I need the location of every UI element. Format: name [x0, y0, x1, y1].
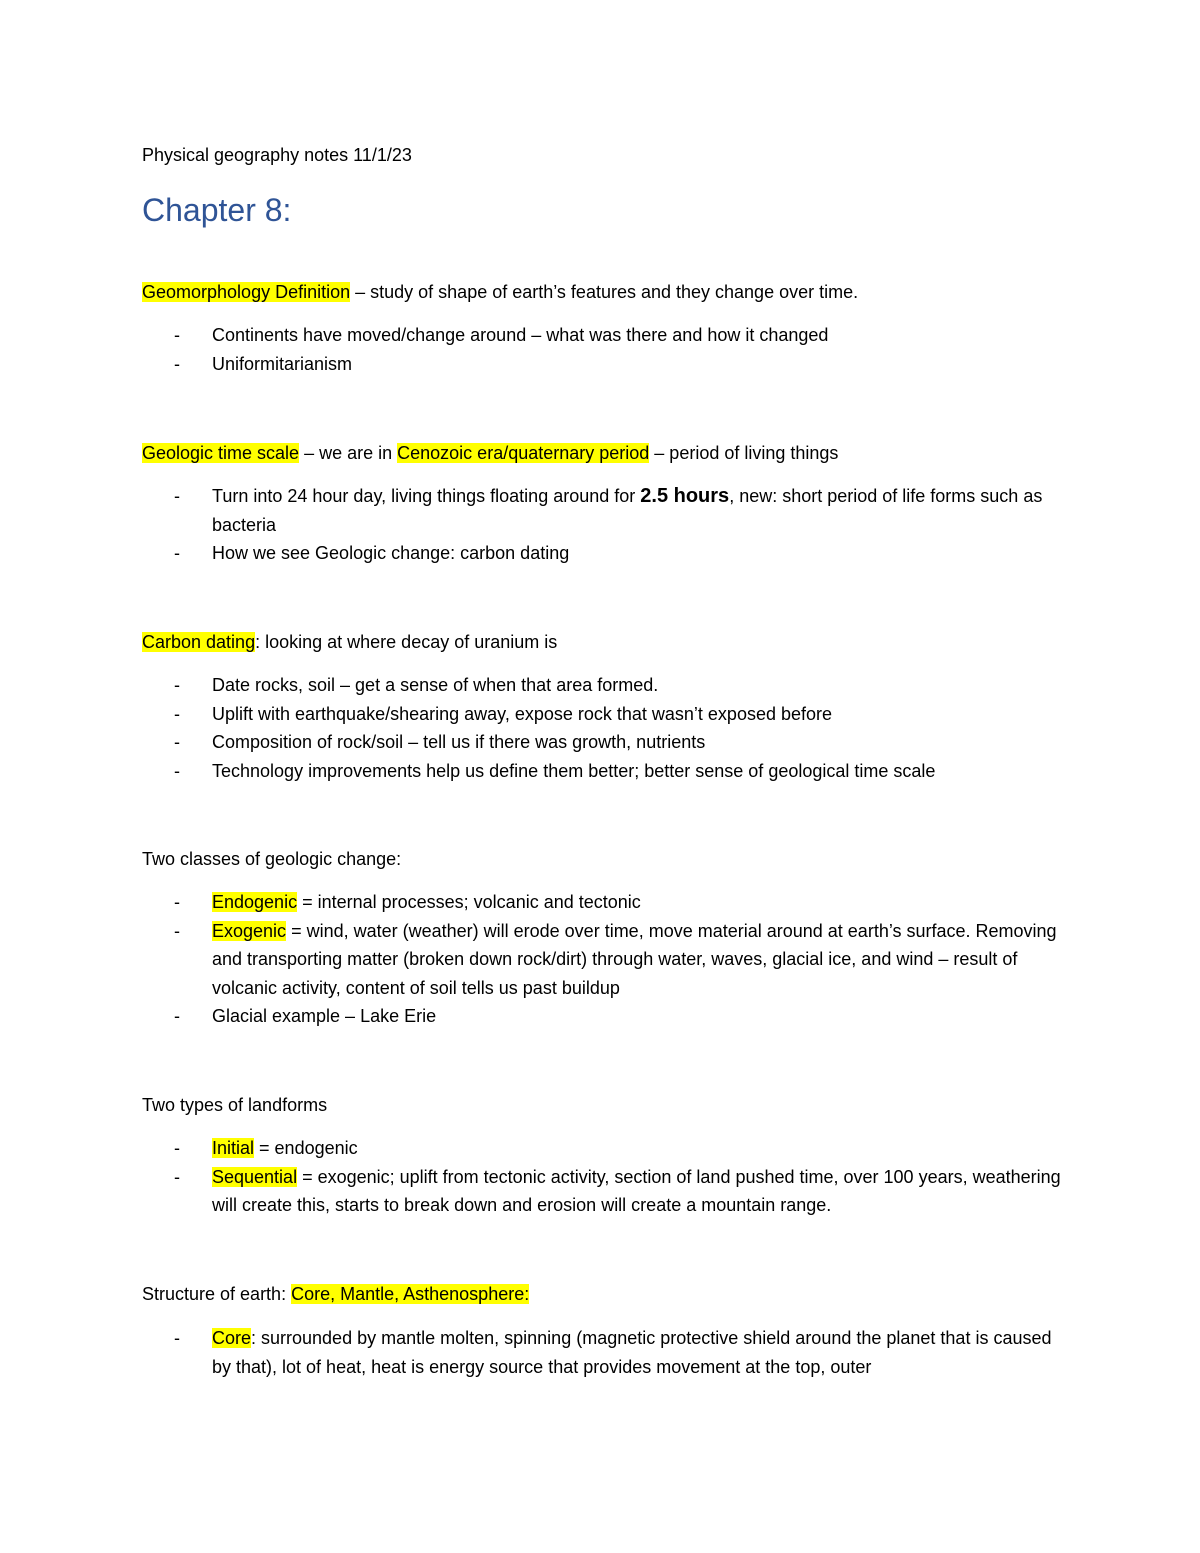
- list-item: [142, 728, 1072, 757]
- bold-value: 2.5 hours: [640, 485, 730, 507]
- list-item-text: Glacial example – Lake Erie: [212, 1006, 437, 1026]
- bullet-list: [142, 321, 1072, 378]
- highlighted-term: Core: [212, 1328, 252, 1348]
- bullet-dash: -: [174, 675, 180, 695]
- bullet-dash: -: [174, 543, 180, 563]
- bullet-list: [142, 1324, 1072, 1381]
- document-subtitle: Physical geography notes 11/1/23: [142, 145, 412, 165]
- highlighted-term: Endogenic: [212, 892, 298, 912]
- bullet-dash: -: [174, 325, 180, 345]
- list-item-text: , new: short period of life forms such as bacteria: [212, 486, 1043, 535]
- list-item-text: Continents have moved/change around – what was there and how it changed: [212, 325, 829, 345]
- highlighted-term: Carbon dating: [142, 632, 256, 652]
- highlighted-term: Cenozoic era/quaternary period: [397, 443, 650, 463]
- list-item: [142, 539, 1072, 568]
- list-item-text: Technology improvements help us define them better; better sense of geological time scale: [212, 760, 936, 781]
- highlighted-term: Core, Mantle, Asthenosphere:: [291, 1284, 530, 1304]
- list-item: [142, 888, 1072, 917]
- highlighted-term: Geologic time scale: [142, 443, 300, 463]
- section-landforms-heading: Two types of landforms: [142, 1095, 328, 1115]
- list-item-text: Composition of rock/soil – tell us if there was growth, nutrients: [212, 732, 706, 752]
- list-item: [142, 671, 1072, 700]
- highlighted-term: Exogenic: [212, 920, 287, 941]
- bullet-dash: -: [174, 1166, 180, 1187]
- bullet-dash: -: [174, 760, 180, 781]
- section-earth-structure-heading: [142, 1280, 529, 1308]
- highlighted-term: Sequential: [212, 1166, 298, 1187]
- list-item-text: = exogenic; uplift from tectonic activity, section of land pushed time, over 100 years, weathering will create this, starts to break down and erosion will create a mountain range.: [212, 1166, 1061, 1215]
- list-item-text: = wind, water (weather) will erode over time, move material around at earth’s surface. Removing and transporting matter (broken down rock/dirt) through water, waves, glacial ice, and wind – result of volcanic activity, content of soil tells us past buildup: [212, 920, 1057, 998]
- chapter-heading: Chapter 8:: [142, 192, 292, 228]
- bullet-dash: -: [174, 353, 180, 374]
- list-item: [142, 321, 1072, 350]
- list-item-text: = endogenic: [254, 1138, 358, 1158]
- list-item-text: How we see Geologic change: carbon dating: [212, 543, 570, 563]
- bullet-dash: -: [174, 1328, 180, 1348]
- bullet-dash: -: [174, 892, 180, 912]
- bullet-dash: -: [174, 1138, 180, 1158]
- heading-text: Structure of earth:: [142, 1284, 292, 1304]
- list-item: [142, 757, 1072, 786]
- section-geomorphology-heading: [142, 278, 858, 306]
- highlighted-term: Geomorphology Definition: [142, 282, 351, 302]
- list-item: [142, 917, 1072, 1003]
- bullet-list: [142, 671, 1072, 785]
- list-item: [142, 1324, 1072, 1381]
- list-item: [142, 350, 1072, 379]
- list-item: [142, 1163, 1072, 1220]
- section-carbon-dating-heading: [142, 628, 557, 656]
- highlighted-term: Initial: [212, 1138, 255, 1158]
- list-item: [142, 482, 1072, 539]
- list-item-text: Turn into 24 hour day, living things floating around for: [212, 486, 641, 506]
- heading-text: – period of living things: [649, 443, 839, 463]
- bullet-list: [142, 482, 1072, 568]
- list-item-text: : surrounded by mantle molten, spinning (magnetic protective shield around the planet that is caused by that), lot of heat, heat is energy source that provides movement at the top, outer: [212, 1328, 1052, 1377]
- bullet-list: [142, 1134, 1072, 1220]
- section-geologic-change-heading: Two classes of geologic change:: [142, 849, 402, 869]
- list-item-text: Uniformitarianism: [212, 353, 353, 374]
- heading-text: – we are in: [299, 443, 398, 463]
- bullet-dash: -: [174, 486, 180, 506]
- list-item: [142, 700, 1072, 729]
- definition-text: – study of shape of earth’s features and they change over time.: [350, 282, 859, 302]
- bullet-dash: -: [174, 703, 180, 724]
- list-item: [142, 1134, 1072, 1163]
- list-item-text: = internal processes; volcanic and tectonic: [297, 892, 641, 912]
- bullet-dash: -: [174, 732, 180, 752]
- list-item-text: Date rocks, soil – get a sense of when that area formed.: [212, 675, 659, 695]
- list-item-text: Uplift with earthquake/shearing away, expose rock that wasn’t exposed before: [212, 703, 833, 724]
- list-item: [142, 1002, 1072, 1031]
- bullet-list: [142, 888, 1072, 1031]
- bullet-dash: -: [174, 920, 180, 941]
- section-time-scale-heading: [142, 439, 838, 467]
- heading-text: : looking at where decay of uranium is: [255, 632, 558, 652]
- bullet-dash: -: [174, 1006, 180, 1026]
